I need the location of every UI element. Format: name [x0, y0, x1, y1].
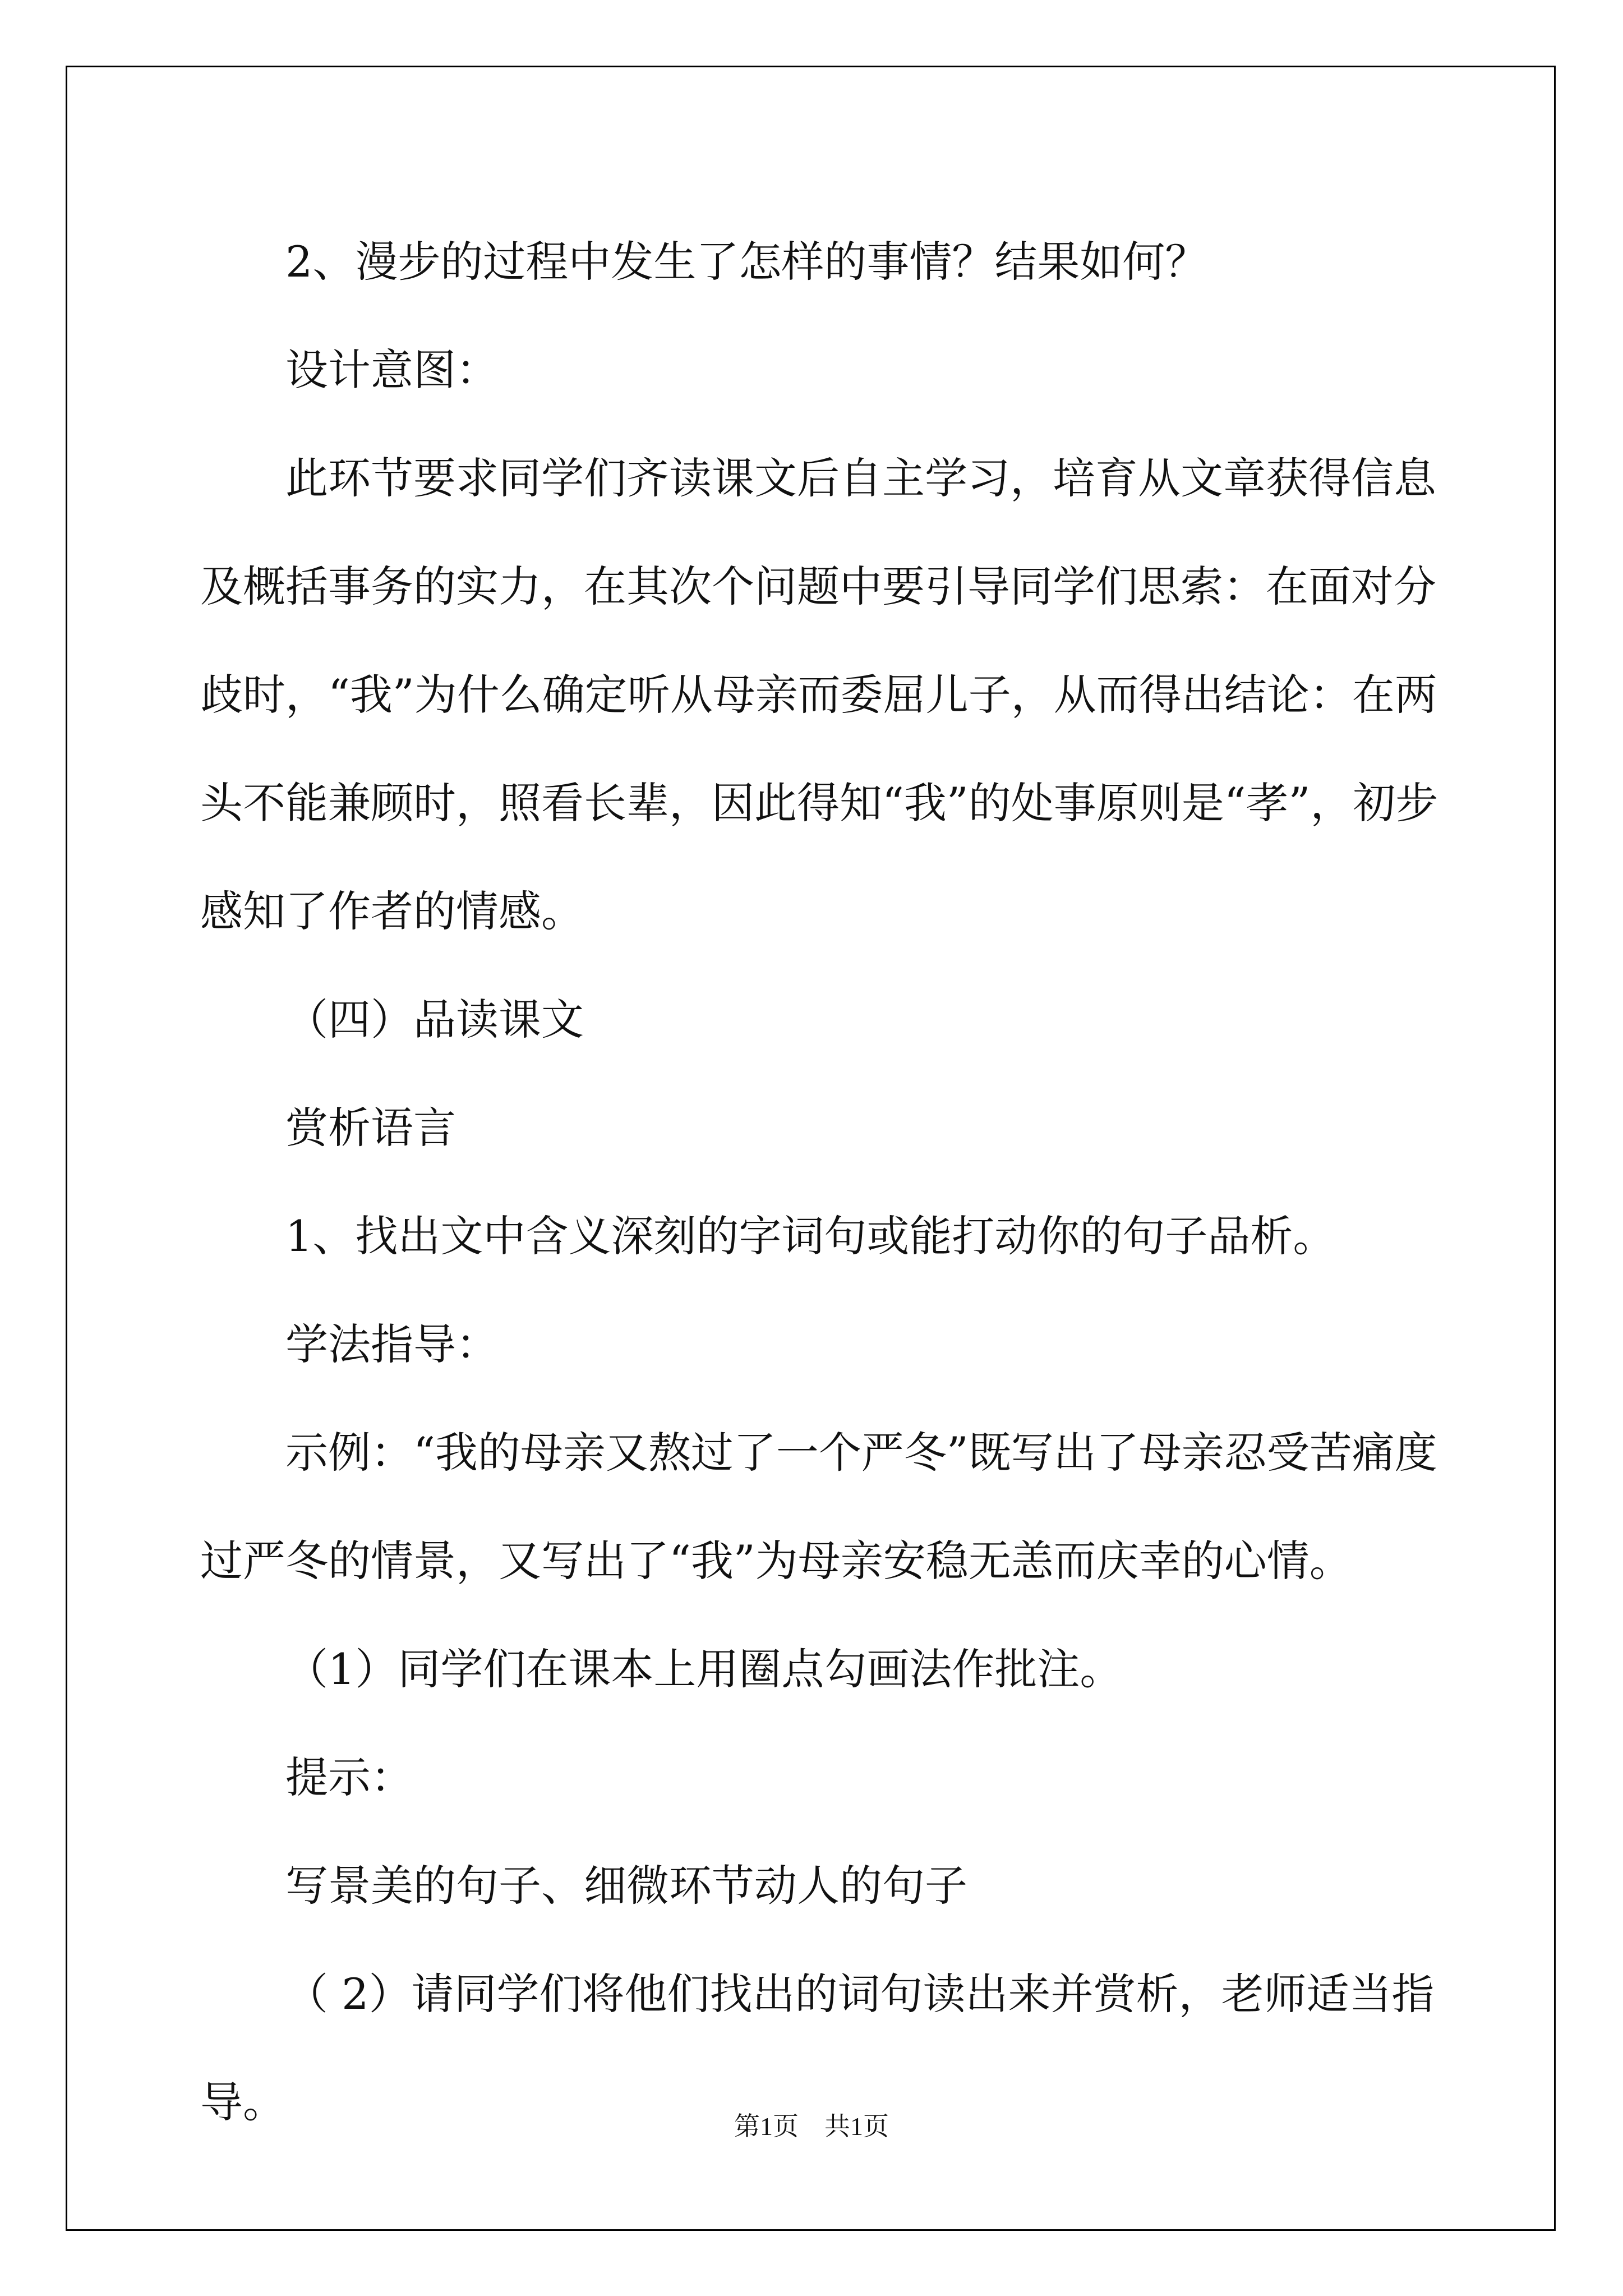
paragraph: （ 2）请同学们将他们找出的词句读出来并赏析，老师适当指导。: [200, 1969, 1435, 2127]
paragraph: 此环节要求同学们齐读课文后自主学习，培育从文章获得信息及概括事务的实力，在其次个问题中要引导同学们思索：在面对分歧时，“我”为什么确定听从母亲而委屈儿子，从而得出结论：在两头不能兼顾时，照看长辈，因此得知“我”的处事原则是“孝”，初步感知了作者的情感。: [200, 453, 1438, 936]
paragraph: （1）同学们在课本上用圈点勾画法作批注。: [285, 1644, 1123, 1694]
paragraph: 学法指导：: [285, 1319, 499, 1369]
paragraph: 2、漫步的过程中发生了怎样的事情？结果如何？: [285, 237, 1208, 287]
paragraph: 设计意图：: [285, 345, 499, 395]
paragraph: 1、找出文中含义深刻的字词句或能打动你的句子品析。: [285, 1211, 1336, 1261]
document-body: [200, 208, 1445, 2156]
paragraph: 写景美的句子、细微环节动人的句子: [285, 1861, 967, 1911]
paragraph: 示例：“我的母亲又熬过了一个严冬”既写出了母亲忍受苦痛度过严冬的情景，又写出了“我”为母亲安稳无恙而庆幸的心情。: [200, 1428, 1437, 1586]
page-number-footer: 第1页 共1页: [734, 2112, 889, 2141]
paragraph: 赏析语言: [285, 1103, 456, 1153]
paragraph: 提示：: [285, 1752, 413, 1802]
section-heading: （四）品读课文: [285, 995, 584, 1045]
